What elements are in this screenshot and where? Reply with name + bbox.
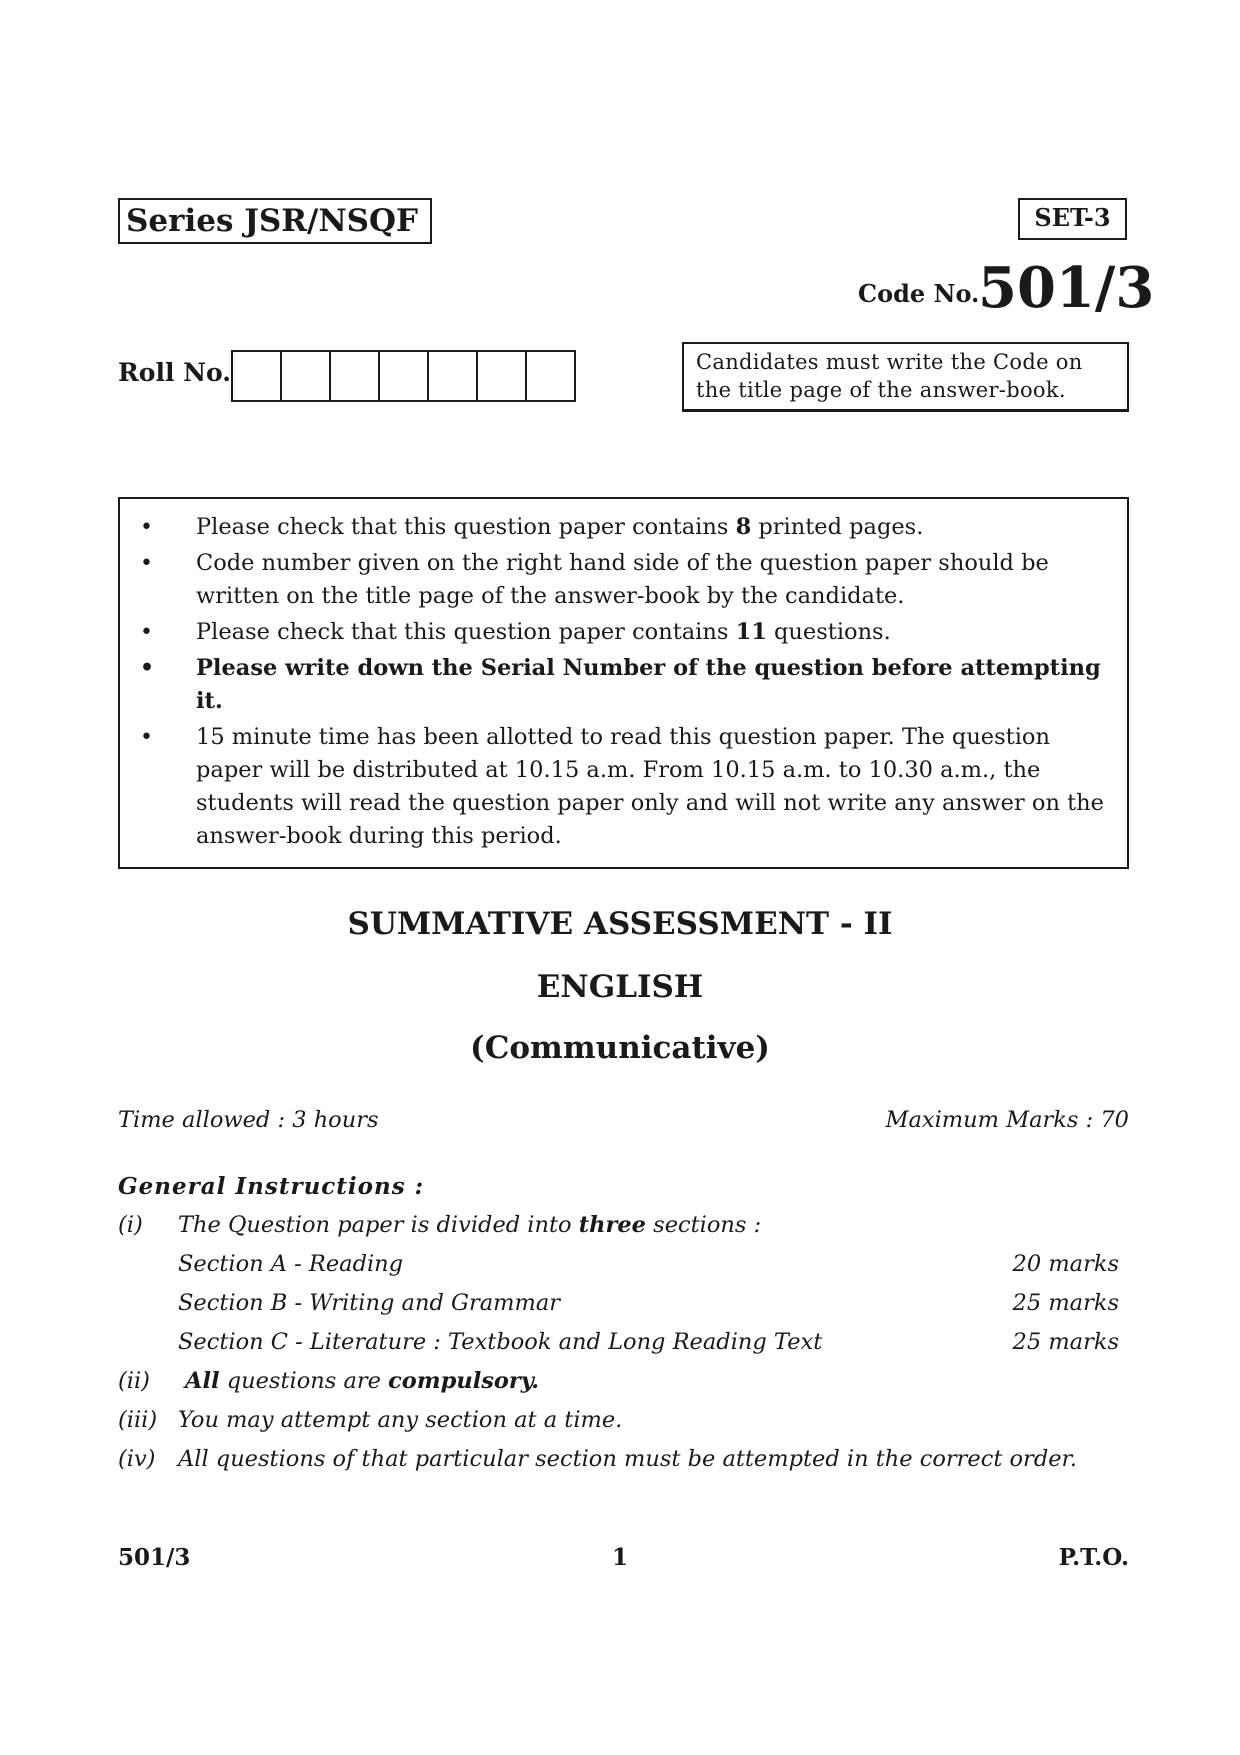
footer-code: 501/3: [118, 1544, 191, 1571]
code-label: Code No.: [858, 279, 980, 308]
page-number: 1: [611, 1544, 628, 1571]
variant-title: (Communicative): [470, 1030, 770, 1066]
notice-item: [126, 616, 1113, 649]
roll-number-box[interactable]: [476, 350, 527, 402]
notice-item: [126, 652, 1113, 718]
bullet-icon: •: [140, 620, 153, 645]
section-marks: 25 marks: [1012, 1329, 1119, 1355]
section-name: Section C - Literature : Textbook and Long Reading Text: [178, 1329, 823, 1355]
general-instructions-heading: General Instructions :: [118, 1173, 425, 1200]
notice-text: Please write down the Serial Number of the question before attempting it.: [196, 655, 1101, 714]
notice-list: [126, 511, 1113, 853]
notice-item: [126, 511, 1113, 544]
notice-item: [126, 547, 1113, 613]
section-name: Section A - Reading: [178, 1251, 404, 1277]
instruction-number: (ii): [118, 1368, 150, 1394]
instruction-number: (iii): [118, 1407, 158, 1433]
bullet-icon: •: [140, 551, 153, 576]
bullet-icon: •: [140, 725, 153, 750]
instruction-text: The Question paper is divided into three sections :: [178, 1212, 762, 1238]
bullet-icon: •: [140, 515, 153, 540]
maximum-marks: Maximum Marks : 70: [885, 1107, 1129, 1133]
section-marks: 25 marks: [1012, 1290, 1119, 1316]
instruction-number: (iv): [118, 1446, 156, 1472]
assessment-title: SUMMATIVE ASSESSMENT - II: [347, 906, 893, 942]
section-name: Section B - Writing and Grammar: [178, 1290, 560, 1316]
please-turn-over: P.T.O.: [1058, 1544, 1129, 1571]
roll-number-box[interactable]: [378, 350, 429, 402]
subject-title: ENGLISH: [536, 969, 704, 1005]
candidate-note: Candidates must write the Code on the title page of the answer-book.: [682, 342, 1129, 412]
roll-number-box[interactable]: [525, 350, 576, 402]
notice-item: [126, 721, 1113, 853]
notice-box: [118, 497, 1129, 869]
roll-number-boxes[interactable]: [231, 350, 574, 402]
code-value: 501/3: [978, 255, 1155, 321]
notice-text: Please check that this question paper contains 8 printed pages.: [196, 514, 924, 540]
roll-number-box[interactable]: [427, 350, 478, 402]
instruction-text: You may attempt any section at a time.: [178, 1407, 623, 1433]
instruction-number: (i): [118, 1212, 143, 1238]
roll-number-box[interactable]: [280, 350, 331, 402]
series-label: Series JSR/NSQF: [118, 198, 432, 244]
roll-number-box[interactable]: [231, 350, 282, 402]
time-allowed: Time allowed : 3 hours: [118, 1107, 379, 1133]
notice-text: Please check that this question paper contains 11 questions.: [196, 619, 891, 645]
roll-number-box[interactable]: [329, 350, 380, 402]
set-label: SET-3: [1018, 198, 1127, 240]
notice-text: Code number given on the right hand side of the question paper should be written on the title page of the answer-book by the candidate.: [196, 550, 1049, 609]
instruction-text: All questions are compulsory.: [185, 1368, 540, 1394]
bullet-icon: •: [140, 655, 155, 681]
section-marks: 20 marks: [1012, 1251, 1119, 1277]
instruction-text: All questions of that particular section must be attempted in the correct order.: [178, 1446, 1077, 1472]
roll-number-label: Roll No.: [118, 358, 231, 387]
notice-text: 15 minute time has been allotted to read this question paper. The question paper will be distributed at 10.15 a.m. From 10.15 a.m. to 10.30 a.m., the students will read the question paper only and will not write any answer on the answer-book during this period.: [196, 724, 1104, 849]
